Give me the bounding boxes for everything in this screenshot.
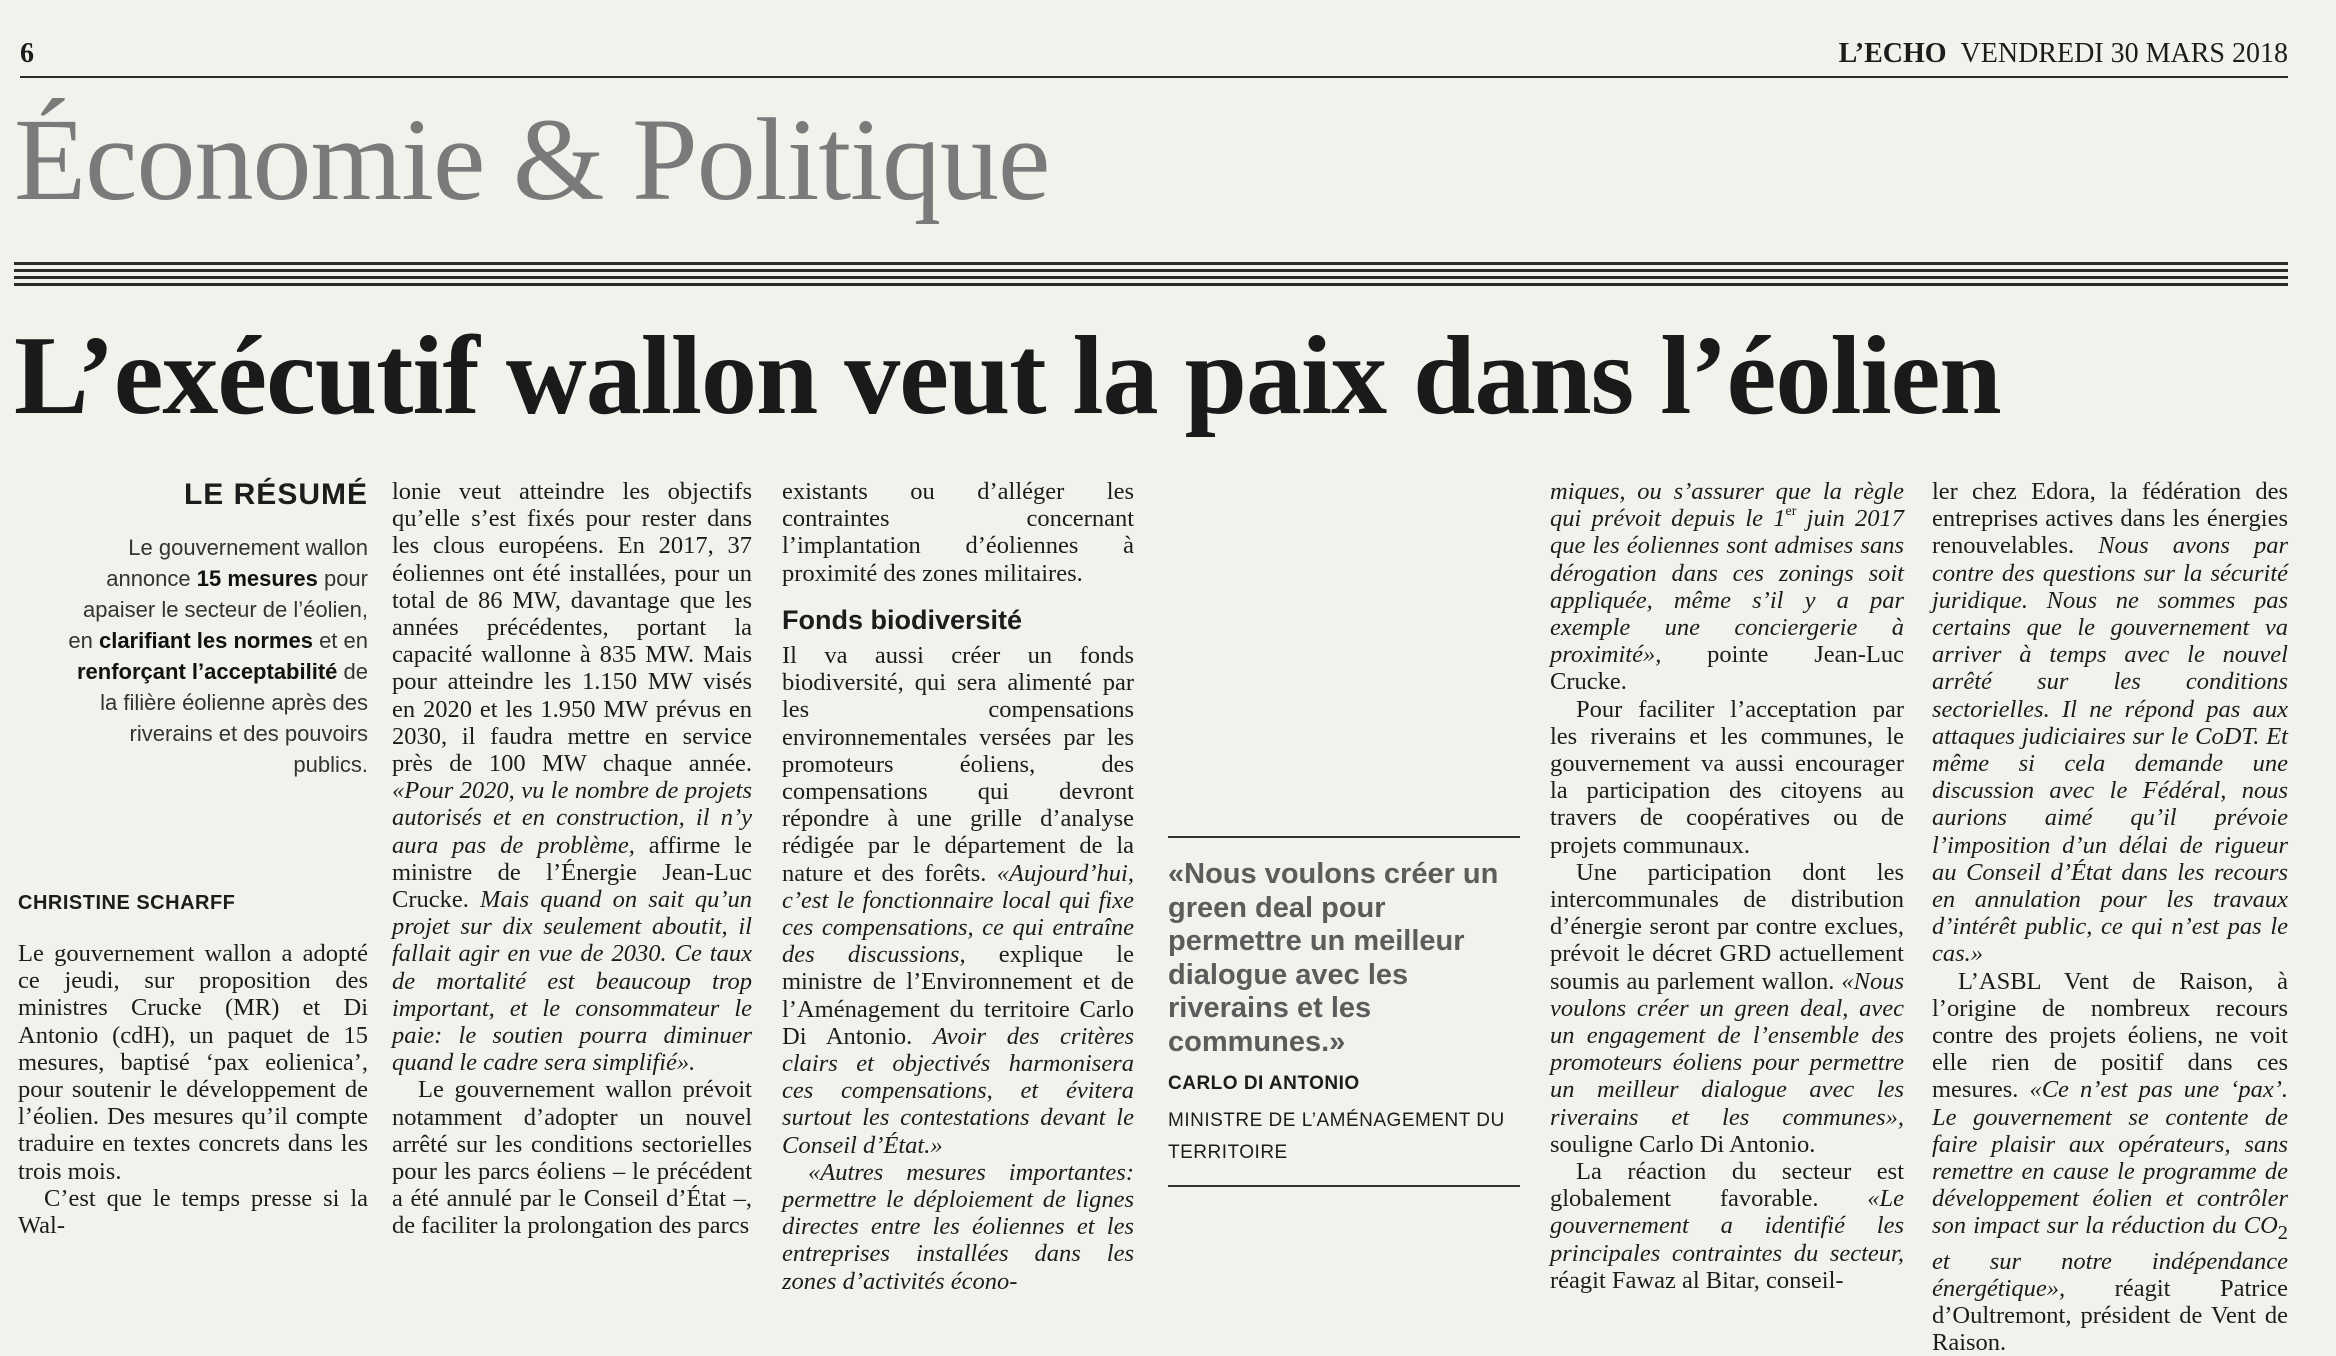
quote-role: MINISTRE DE L’AMÉNAGEMENT DU TERRITOIRE [1168, 1110, 1505, 1163]
summary-text: Le gouvernement wallon annonce 15 mesures pour apaiser le secteur de l’éolien, en clarifiant les normes et en renforçant l’acceptabilité de la filière éolienne après des riverains et des pouvoirs publics. [68, 535, 368, 777]
section-title: Économie & Politique [14, 94, 1050, 225]
page-number: 6 [20, 38, 34, 69]
author-byline: CHRISTINE SCHARFF [18, 892, 236, 914]
paragraph: miques, ou s’assurer que la règle qui prévoit depuis le 1er juin 2017 que les éoliennes sont admises sans dérogation dans ces zonings soit appliquée, même s’il y a par exemple une conciergerie à proximité», pointe Jean-Luc Crucke. [1550, 478, 1904, 696]
paragraph: L’ASBL Vent de Raison, à l’origine de nombreux recours contre des projets éoliens, ne voit elle rien de positif dans ces mesures. «Ce n’est pas une ‘pax’. Le gouvernement se contente de faire plaisir aux opérateurs, sans remettre en cause le programme de développement éolien et contrôler son impact sur la réduction du $CO_2$ et sur notre indépendance énergétique», réagit Patrice d’Oultremont, président de Vent de Raison. [1932, 967, 2288, 1356]
article-headline: L’exécutif wallon veut la paix dans l’éolien [14, 314, 2001, 438]
page-folio [20, 30, 2288, 78]
paragraph: C’est que le temps presse si la Wal- [18, 1184, 368, 1240]
quote-text: «Nous voulons créer un green deal pour permettre un meilleur dialogue avec les riverains et les communes.» [1168, 858, 1499, 1058]
paragraph: existants ou d’alléger les contraintes concernant l’implantation d’éoliennes à proximité des zones militaires. [782, 478, 1134, 587]
pull-quote [1168, 836, 1520, 1169]
paragraph: La réaction du secteur est globalement favorable. «Le gouvernement a identifié les principales contraintes du secteur, réagit Fawaz al Bitar, conseil- [1550, 1158, 1904, 1294]
paragraph: Il va aussi créer un fonds biodiversité, qui sera alimenté par les compensations environnementales versées par les promoteurs éoliens, des compensations qui devront répondre à une grille d’analyse rédigée par le département de la nature et des forêts. «Aujourd’hui, c’est le fonctionnaire local qui fixe ces compensations, ce qui entraîne des discussions, explique le ministre de l’Environnement et de l’Aménagement du territoire Carlo Di Antonio. Avoir des critères clairs et objectivés harmonisera ces compensations, et évitera surtout les contestations devant le Conseil d’État.» [782, 642, 1134, 1159]
paragraph: Pour faciliter l’acceptation par les riverains et les communes, le gouvernement va aussi encourager la participation des citoyens au travers de coopératives ou de projets communaux. [1550, 695, 1904, 859]
folio-right [1839, 38, 2288, 70]
headline-rules [14, 262, 2288, 292]
paper-name: L’ECHO [1838, 38, 1947, 69]
issue-date: VENDREDI 30 MARS 2018 [1960, 38, 2288, 69]
paragraph: ler chez Edora, la fédération des entreprises actives dans les énergies renouvelables. Nous avons par contre des questions sur la sécurité juridique. Nous ne sommes pas certains que le gouvernement va arriver à temps avec le nouvel arrêté sur les conditions sectorielles. Il ne répond pas aux attaques judiciaires sur le CoDT. Et même si cela demande une discussion avec le Fédéral, nous aurions aimé qu’il prévoie l’imposition d’un délai de rigueur au Conseil d’État dans les recours en annulation pour les travaux d’intérêt public, ce qui n’est pas le cas.» [1932, 478, 2288, 968]
article-column-2 [392, 478, 752, 1240]
article-column-6 [1932, 478, 2288, 1356]
summary-title: LE RÉSUMÉ [183, 478, 368, 511]
article-column-3 [782, 478, 1134, 1295]
article-column-1 [18, 940, 368, 1239]
paragraph: lonie veut atteindre les objectifs qu’elle s’est fixés pour rester dans les clous européens. En 2017, 37 éoliennes ont été installées, pour un total de 86 MW, davantage que les années précédentes, portant la capacité wallonne à 835 MW. Mais pour atteindre les 1.150 MW visés en 2020 et les 1.950 MW prévus en 2030, il faudra mettre en service près de 100 MW chaque année. «Pour 2020, vu le nombre de projets autorisés et en construction, il n’y aura pas de problème, affirme le ministre de l’Énergie Jean-Luc Crucke. Mais quand on sait qu’un projet sur dix seulement aboutit, il fallait agir en vue de 2030. Ce taux de mortalité est beaucoup trop important, et le consommateur le paie: le soutien pourra diminuer quand le cadre sera simplifié». [392, 478, 753, 1077]
paragraph: Une participation dont les intercommunales de distribution d’énergie seront par contre exclues, prévoit le décret GRD actuellement soumis au parlement wallon. «Nous voulons créer un green deal, avec un engagement de l’ensemble des promoteurs éoliens pour permettre un meilleur dialogue avec les riverains et les communes», souligne Carlo Di Antonio. [1550, 858, 1904, 1158]
article-column-5 [1550, 478, 1904, 1294]
quote-author: CARLO DI ANTONIO [1168, 1073, 1360, 1094]
quote-divider [1168, 1185, 1520, 1187]
paragraph: Le gouvernement wallon a adopté ce jeudi, sur proposition des ministres Crucke (MR) et Di Antonio (cdH), un paquet de 15 mesures, baptisé ‘pax eolienica’, pour soutenir le développement de l’éolien. Des mesures qu’il compte traduire en textes concrets dans les trois mois. [18, 940, 368, 1185]
summary-box [56, 478, 368, 780]
subheading: Fonds biodiversité [782, 604, 1023, 635]
paragraph: Le gouvernement wallon prévoit notamment d’adopter un nouvel arrêté sur les conditions sectorielles pour les parcs éoliens – le précédent a été annulé par le Conseil d’État –, de faciliter la prolongation des parcs [392, 1076, 752, 1240]
paragraph: «Autres mesures importantes: permettre le déploiement de lignes directes entre les éoliennes et les entreprises installées dans les zones d’activités écono- [782, 1158, 1134, 1295]
